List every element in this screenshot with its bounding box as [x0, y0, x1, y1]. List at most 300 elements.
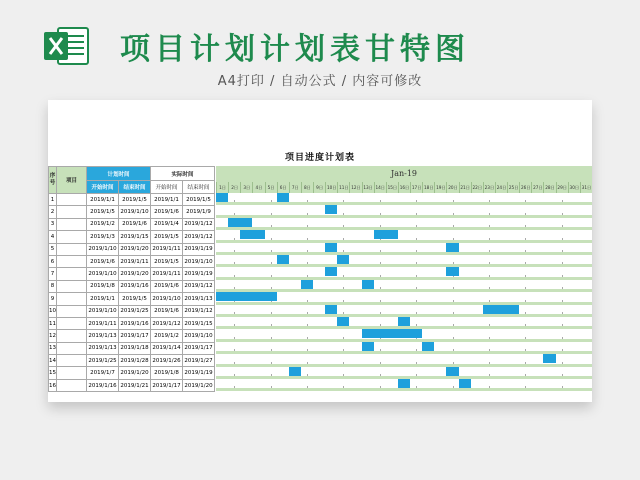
- table-row[interactable]: [49, 255, 215, 267]
- table-row[interactable]: [49, 342, 215, 354]
- gantt-tick: [380, 300, 381, 302]
- cell-plan-end[interactable]: 2019/1/6: [119, 218, 151, 230]
- cell-project[interactable]: [57, 243, 87, 255]
- cell-plan-start[interactable]: 2019/1/8: [87, 280, 119, 292]
- gantt-day-label: 23日: [483, 182, 495, 193]
- gantt-tick: [562, 200, 563, 202]
- gantt-tick: [416, 262, 417, 264]
- gantt-bar[interactable]: [446, 243, 458, 252]
- cell-seq[interactable]: 3: [49, 218, 57, 230]
- gantt-tick: [307, 386, 308, 388]
- cell-actual-start[interactable]: 2019/1/11: [151, 268, 183, 280]
- gantt-tick: [525, 362, 526, 364]
- gantt-bar[interactable]: [277, 193, 289, 202]
- gantt-day-label: 20日: [446, 182, 458, 193]
- gantt-tick: [307, 262, 308, 264]
- gantt-tick: [453, 337, 454, 339]
- gantt-tick: [343, 300, 344, 302]
- gantt-tick: [271, 312, 272, 314]
- cell-plan-end[interactable]: 2019/1/20: [119, 268, 151, 280]
- gantt-tick: [380, 262, 381, 264]
- cell-actual-start[interactable]: 2019/1/26: [151, 355, 183, 367]
- gantt-tick: [380, 200, 381, 202]
- cell-seq[interactable]: 2: [49, 206, 57, 218]
- gantt-row: [216, 305, 592, 317]
- cell-plan-end[interactable]: 2019/1/10: [119, 206, 151, 218]
- gantt-tick: [525, 213, 526, 215]
- table-row[interactable]: [49, 367, 215, 379]
- gantt-tick: [453, 386, 454, 388]
- gantt-tick: [234, 275, 235, 277]
- gantt-bar[interactable]: [459, 379, 471, 388]
- cell-project[interactable]: [57, 231, 87, 243]
- cell-actual-end[interactable]: 2019/1/5: [183, 194, 215, 206]
- cell-plan-end[interactable]: 2019/1/20: [119, 243, 151, 255]
- header-plan-start: 开始时间: [87, 181, 119, 194]
- cell-actual-end[interactable]: 2019/1/12: [183, 231, 215, 243]
- gantt-tick: [489, 287, 490, 289]
- cell-actual-end[interactable]: 2019/1/10: [183, 330, 215, 342]
- gantt-tick: [525, 349, 526, 351]
- gantt-tick: [343, 213, 344, 215]
- gantt-bar[interactable]: [446, 367, 458, 376]
- header-actual-time: 实际时间: [151, 167, 215, 181]
- gantt-bar[interactable]: [483, 305, 519, 314]
- gantt-tick: [234, 349, 235, 351]
- cell-actual-end[interactable]: 2019/1/10: [183, 255, 215, 267]
- cell-project[interactable]: [57, 194, 87, 206]
- promo-header: [0, 0, 640, 100]
- cell-plan-start[interactable]: 2019/1/13: [87, 330, 119, 342]
- cell-project[interactable]: [57, 280, 87, 292]
- gantt-tick: [234, 312, 235, 314]
- gantt-tick: [489, 200, 490, 202]
- gantt-bar[interactable]: [228, 218, 252, 227]
- cell-seq[interactable]: 11: [49, 317, 57, 329]
- cell-actual-end[interactable]: 2019/1/17: [183, 342, 215, 354]
- gantt-tick: [271, 374, 272, 376]
- gantt-tick: [307, 362, 308, 364]
- cell-actual-start[interactable]: 2019/1/5: [151, 255, 183, 267]
- gantt-tick: [562, 324, 563, 326]
- gantt-tick: [562, 386, 563, 388]
- cell-actual-start[interactable]: 2019/1/11: [151, 243, 183, 255]
- gantt-tick: [343, 225, 344, 227]
- gantt-tick: [562, 300, 563, 302]
- cell-plan-end[interactable]: 2019/1/11: [119, 255, 151, 267]
- cell-plan-end[interactable]: 2019/1/21: [119, 379, 151, 391]
- gantt-row: [216, 367, 592, 379]
- cell-plan-start[interactable]: 2019/1/10: [87, 268, 119, 280]
- gantt-tick: [380, 386, 381, 388]
- gantt-bar[interactable]: [446, 267, 458, 276]
- gantt-tick: [489, 362, 490, 364]
- gantt-bar[interactable]: [216, 292, 277, 301]
- gantt-row: [216, 243, 592, 255]
- gantt-tick: [489, 337, 490, 339]
- gantt-tick: [234, 250, 235, 252]
- gantt-tick: [489, 262, 490, 264]
- cell-seq[interactable]: 5: [49, 243, 57, 255]
- gantt-row: [216, 379, 592, 391]
- cell-actual-start[interactable]: 2019/1/5: [151, 231, 183, 243]
- table-row[interactable]: [49, 206, 215, 218]
- cell-plan-start[interactable]: 2019/1/10: [87, 243, 119, 255]
- cell-plan-start[interactable]: 2019/1/6: [87, 255, 119, 267]
- gantt-tick: [489, 275, 490, 277]
- gantt-day-label: 30日: [568, 182, 580, 193]
- table-row[interactable]: [49, 218, 215, 230]
- table-row[interactable]: [49, 305, 215, 317]
- cell-actual-end[interactable]: 2019/1/19: [183, 268, 215, 280]
- gantt-tick: [562, 213, 563, 215]
- cell-plan-end[interactable]: 2019/1/17: [119, 330, 151, 342]
- gantt-tick: [562, 349, 563, 351]
- gantt-tick: [525, 238, 526, 240]
- header-plan-time: 计划时间: [87, 167, 151, 181]
- gantt-tick: [489, 225, 490, 227]
- cell-plan-end[interactable]: 2019/1/28: [119, 355, 151, 367]
- table-row[interactable]: [49, 280, 215, 292]
- table-row[interactable]: [49, 379, 215, 391]
- page-subtitle: A4打印 / 自动公式 / 内容可修改: [217, 74, 423, 89]
- gantt-tick: [453, 362, 454, 364]
- cell-actual-end[interactable]: 2019/1/12: [183, 218, 215, 230]
- gantt-bar[interactable]: [543, 354, 555, 363]
- cell-seq[interactable]: 4: [49, 231, 57, 243]
- cell-actual-start[interactable]: 2019/1/6: [151, 206, 183, 218]
- cell-seq[interactable]: 16: [49, 379, 57, 391]
- gantt-tick: [525, 275, 526, 277]
- gantt-tick: [562, 362, 563, 364]
- gantt-row: [216, 218, 592, 230]
- gantt-tick: [380, 312, 381, 314]
- table-row[interactable]: [49, 231, 215, 243]
- gantt-tick: [234, 337, 235, 339]
- cell-project[interactable]: [57, 268, 87, 280]
- gantt-tick: [525, 200, 526, 202]
- cell-actual-start[interactable]: 2019/1/14: [151, 342, 183, 354]
- cell-seq[interactable]: 1: [49, 194, 57, 206]
- cell-actual-start[interactable]: 2019/1/17: [151, 379, 183, 391]
- gantt-day-label: 9日: [313, 182, 325, 193]
- gantt-tick: [489, 213, 490, 215]
- gantt-day-label: 7日: [289, 182, 301, 193]
- gantt-tick: [489, 324, 490, 326]
- cell-project[interactable]: [57, 379, 87, 391]
- cell-plan-start[interactable]: 2019/1/3: [87, 231, 119, 243]
- table-row[interactable]: [49, 293, 215, 305]
- cell-plan-end[interactable]: 2019/1/16: [119, 280, 151, 292]
- cell-actual-start[interactable]: 2019/1/2: [151, 330, 183, 342]
- gantt-tick: [525, 374, 526, 376]
- gantt-tick: [489, 386, 490, 388]
- gantt-day-header: [216, 182, 592, 193]
- table-row[interactable]: [49, 194, 215, 206]
- gantt-tick: [416, 275, 417, 277]
- cell-plan-start[interactable]: 2019/1/16: [87, 379, 119, 391]
- cell-seq[interactable]: 13: [49, 342, 57, 354]
- gantt-tick: [307, 250, 308, 252]
- gantt-bar[interactable]: [277, 255, 289, 264]
- gantt-bar[interactable]: [374, 230, 398, 239]
- gantt-tick: [562, 374, 563, 376]
- gantt-tick: [416, 200, 417, 202]
- gantt-tick: [307, 200, 308, 202]
- cell-project[interactable]: [57, 293, 87, 305]
- gantt-tick: [307, 225, 308, 227]
- gantt-tick: [307, 324, 308, 326]
- gantt-row: [216, 205, 592, 217]
- gantt-row-stripe: [216, 388, 592, 391]
- gantt-tick: [271, 287, 272, 289]
- cell-project[interactable]: [57, 305, 87, 317]
- cell-project[interactable]: [57, 218, 87, 230]
- gantt-tick: [271, 262, 272, 264]
- cell-seq[interactable]: 12: [49, 330, 57, 342]
- cell-actual-end[interactable]: 2019/1/13: [183, 293, 215, 305]
- gantt-row: [216, 255, 592, 267]
- gantt-day-label: 14日: [374, 182, 386, 193]
- cell-actual-start[interactable]: 2019/1/1: [151, 194, 183, 206]
- gantt-row: [216, 193, 592, 205]
- gantt-bar[interactable]: [337, 255, 349, 264]
- gantt-day-label: 6日: [277, 182, 289, 193]
- cell-seq[interactable]: 8: [49, 280, 57, 292]
- gantt-tick: [271, 337, 272, 339]
- gantt-bar[interactable]: [240, 230, 264, 239]
- gantt-tick: [234, 262, 235, 264]
- cell-plan-end[interactable]: 2019/1/20: [119, 367, 151, 379]
- gantt-tick: [271, 324, 272, 326]
- gantt-tick: [453, 200, 454, 202]
- table-row[interactable]: [49, 330, 215, 342]
- header-actual-start: 开始时间: [151, 181, 183, 194]
- gantt-tick: [489, 374, 490, 376]
- table-row[interactable]: [49, 243, 215, 255]
- gantt-tick: [343, 287, 344, 289]
- cell-seq[interactable]: 6: [49, 255, 57, 267]
- table-row[interactable]: [49, 317, 215, 329]
- cell-actual-end[interactable]: 2019/1/12: [183, 305, 215, 317]
- gantt-tick: [562, 262, 563, 264]
- cell-plan-end[interactable]: 2019/1/16: [119, 317, 151, 329]
- gantt-bar[interactable]: [362, 342, 374, 351]
- gantt-row: [216, 329, 592, 341]
- cell-project[interactable]: [57, 355, 87, 367]
- gantt-day-label: 5日: [265, 182, 277, 193]
- gantt-day-label: 29日: [556, 182, 568, 193]
- cell-actual-start[interactable]: 2019/1/6: [151, 280, 183, 292]
- cell-seq[interactable]: 9: [49, 293, 57, 305]
- cell-plan-start[interactable]: 2019/1/1: [87, 194, 119, 206]
- gantt-tick: [234, 287, 235, 289]
- gantt-tick: [234, 374, 235, 376]
- gantt-tick: [343, 250, 344, 252]
- gantt-bar[interactable]: [337, 317, 349, 326]
- gantt-tick: [525, 324, 526, 326]
- gantt-tick: [562, 238, 563, 240]
- gantt-day-label: 19日: [434, 182, 446, 193]
- table-row[interactable]: [49, 268, 215, 280]
- gantt-tick: [562, 225, 563, 227]
- gantt-tick: [307, 300, 308, 302]
- gantt-tick: [343, 238, 344, 240]
- gantt-day-label: 1日: [216, 182, 228, 193]
- page-title: 项目计划计划表甘特图: [120, 32, 470, 67]
- cell-plan-start[interactable]: 2019/1/7: [87, 367, 119, 379]
- gantt-tick: [343, 349, 344, 351]
- gantt-bar[interactable]: [301, 280, 313, 289]
- gantt-tick: [453, 349, 454, 351]
- gantt-day-label: 31日: [580, 182, 592, 193]
- gantt-tick: [562, 275, 563, 277]
- gantt-bar[interactable]: [325, 243, 337, 252]
- cell-plan-start[interactable]: 2019/1/1: [87, 293, 119, 305]
- gantt-tick: [489, 250, 490, 252]
- gantt-tick: [453, 213, 454, 215]
- cell-actual-start[interactable]: 2019/1/6: [151, 305, 183, 317]
- header-plan-end: 结束时间: [119, 181, 151, 194]
- cell-seq[interactable]: 14: [49, 355, 57, 367]
- gantt-tick: [525, 337, 526, 339]
- gantt-row: [216, 317, 592, 329]
- gantt-bar[interactable]: [362, 329, 423, 338]
- gantt-tick: [271, 362, 272, 364]
- gantt-tick: [234, 213, 235, 215]
- gantt-tick: [489, 300, 490, 302]
- gantt-day-label: 28日: [543, 182, 555, 193]
- gantt-day-label: 17日: [410, 182, 422, 193]
- gantt-tick: [271, 386, 272, 388]
- cell-plan-start[interactable]: 2019/1/10: [87, 305, 119, 317]
- cell-plan-end[interactable]: 2019/1/5: [119, 293, 151, 305]
- cell-project[interactable]: [57, 367, 87, 379]
- cell-actual-end[interactable]: 2019/1/12: [183, 280, 215, 292]
- cell-seq[interactable]: 10: [49, 305, 57, 317]
- gantt-day-label: 3日: [240, 182, 252, 193]
- gantt-tick: [271, 349, 272, 351]
- gantt-tick: [416, 287, 417, 289]
- gantt-day-label: 22日: [471, 182, 483, 193]
- cell-plan-end[interactable]: 2019/1/18: [119, 342, 151, 354]
- cell-seq[interactable]: 15: [49, 367, 57, 379]
- gantt-tick: [416, 300, 417, 302]
- cell-project[interactable]: [57, 342, 87, 354]
- cell-actual-start[interactable]: 2019/1/8: [151, 367, 183, 379]
- gantt-row: [216, 342, 592, 354]
- gantt-tick: [562, 250, 563, 252]
- gantt-bar[interactable]: [422, 342, 434, 351]
- gantt-day-label: 13日: [362, 182, 374, 193]
- gantt-tick: [416, 213, 417, 215]
- gantt-tick: [307, 374, 308, 376]
- cell-actual-end[interactable]: 2019/1/9: [183, 206, 215, 218]
- header-project: 项目: [57, 167, 87, 194]
- cell-project[interactable]: [57, 255, 87, 267]
- gantt-tick: [416, 362, 417, 364]
- gantt-tick: [380, 250, 381, 252]
- gantt-bar[interactable]: [325, 205, 337, 214]
- gantt-tick: [271, 238, 272, 240]
- gantt-tick: [307, 337, 308, 339]
- cell-project[interactable]: [57, 330, 87, 342]
- gantt-bar[interactable]: [216, 193, 228, 202]
- gantt-tick: [343, 362, 344, 364]
- gantt-tick: [562, 287, 563, 289]
- gantt-day-label: 27日: [531, 182, 543, 193]
- gantt-tick: [343, 275, 344, 277]
- cell-plan-start[interactable]: 2019/1/13: [87, 342, 119, 354]
- cell-plan-start[interactable]: 2019/1/2: [87, 218, 119, 230]
- cell-project[interactable]: [57, 317, 87, 329]
- gantt-tick: [380, 275, 381, 277]
- cell-actual-start[interactable]: 2019/1/12: [151, 317, 183, 329]
- cell-seq[interactable]: 7: [49, 268, 57, 280]
- cell-actual-start[interactable]: 2019/1/10: [151, 293, 183, 305]
- gantt-tick: [380, 324, 381, 326]
- cell-plan-start[interactable]: 2019/1/25: [87, 355, 119, 367]
- gantt-tick: [234, 386, 235, 388]
- gantt-tick: [525, 225, 526, 227]
- gantt-tick: [343, 386, 344, 388]
- excel-icon: [42, 26, 90, 66]
- gantt-day-label: 15日: [386, 182, 398, 193]
- cell-actual-end[interactable]: 2019/1/15: [183, 317, 215, 329]
- gantt-bar[interactable]: [398, 317, 410, 326]
- gantt-tick: [416, 324, 417, 326]
- gantt-row: [216, 230, 592, 242]
- gantt-tick: [307, 238, 308, 240]
- cell-actual-end[interactable]: 2019/1/27: [183, 355, 215, 367]
- gantt-tick: [271, 200, 272, 202]
- gantt-bar[interactable]: [325, 267, 337, 276]
- gantt-tick: [234, 238, 235, 240]
- gantt-bar[interactable]: [289, 367, 301, 376]
- gantt-tick: [307, 312, 308, 314]
- header-seq: 序号: [49, 167, 57, 194]
- cell-plan-end[interactable]: 2019/1/5: [119, 194, 151, 206]
- gantt-day-label: 4日: [252, 182, 264, 193]
- gantt-tick: [525, 250, 526, 252]
- cell-project[interactable]: [57, 206, 87, 218]
- cell-actual-end[interactable]: 2019/1/19: [183, 243, 215, 255]
- gantt-tick: [271, 225, 272, 227]
- gantt-tick: [525, 287, 526, 289]
- gantt-tick: [234, 324, 235, 326]
- gantt-tick: [380, 362, 381, 364]
- spreadsheet-preview: [48, 100, 592, 402]
- gantt-tick: [525, 262, 526, 264]
- table-row[interactable]: [49, 355, 215, 367]
- gantt-bar[interactable]: [398, 379, 410, 388]
- gantt-row: [216, 292, 592, 304]
- cell-plan-start[interactable]: 2019/1/5: [87, 206, 119, 218]
- cell-plan-start[interactable]: 2019/1/11: [87, 317, 119, 329]
- gantt-bar[interactable]: [325, 305, 337, 314]
- gantt-tick: [234, 362, 235, 364]
- cell-actual-end[interactable]: 2019/1/20: [183, 379, 215, 391]
- gantt-day-label: 21日: [459, 182, 471, 193]
- cell-plan-end[interactable]: 2019/1/15: [119, 231, 151, 243]
- cell-plan-end[interactable]: 2019/1/25: [119, 305, 151, 317]
- cell-actual-start[interactable]: 2019/1/4: [151, 218, 183, 230]
- gantt-day-label: 11日: [337, 182, 349, 193]
- cell-actual-end[interactable]: 2019/1/19: [183, 367, 215, 379]
- gantt-day-label: 12日: [349, 182, 361, 193]
- gantt-day-label: 25日: [507, 182, 519, 193]
- gantt-bar[interactable]: [362, 280, 374, 289]
